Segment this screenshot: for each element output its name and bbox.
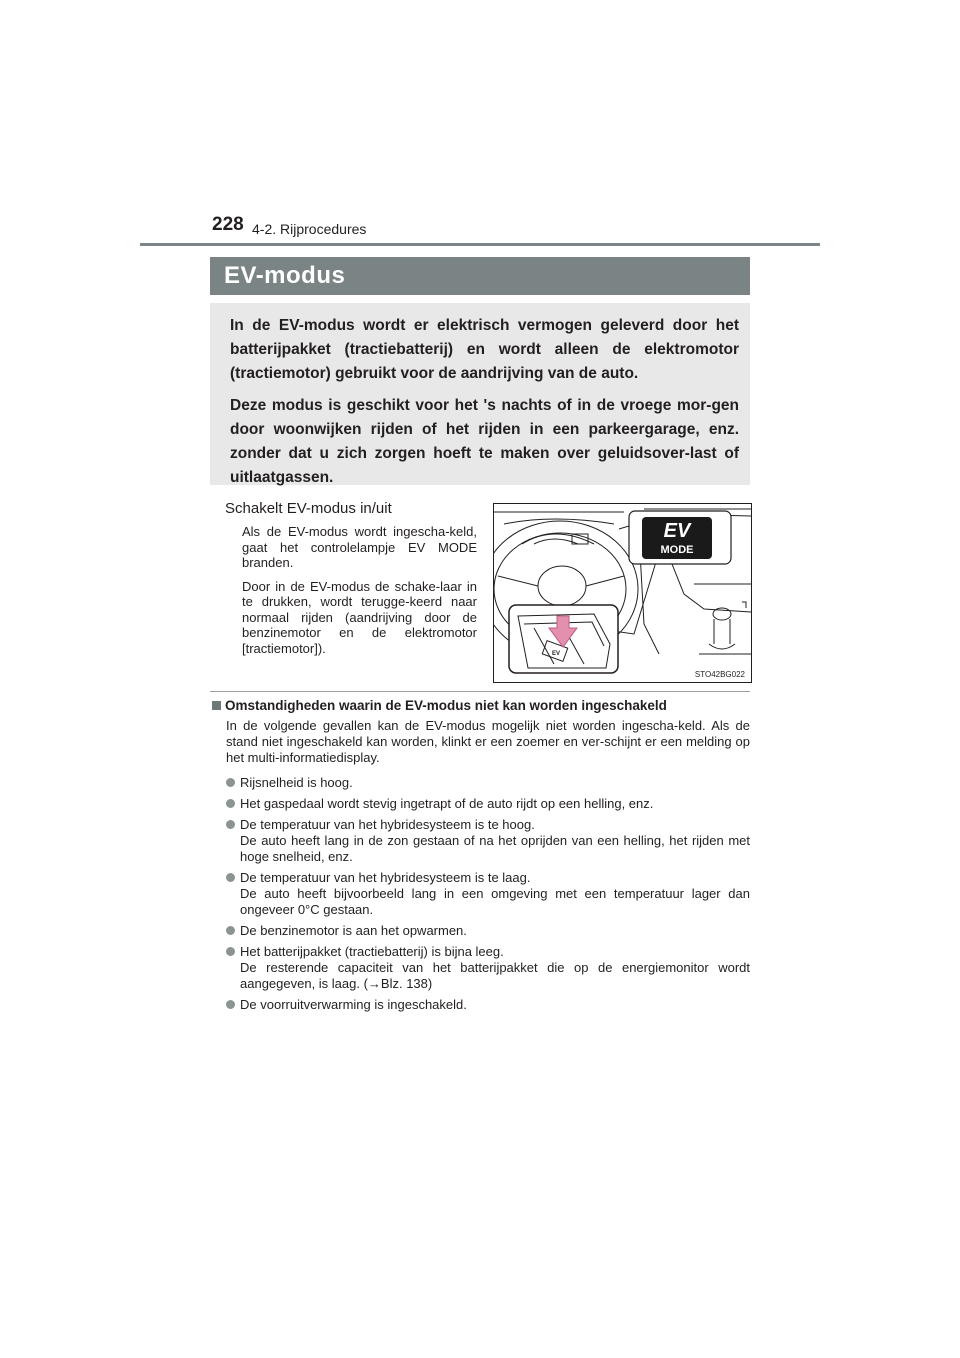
list-item-detail: De auto heeft bijvoorbeeld lang in een omgeving met een temperatuur lager dan ongeveer 0°C gestaan.: [240, 886, 750, 917]
list-item-detail: De auto heeft lang in de zon gestaan of na het oprijden van een helling, het rijden met hoge snelheid, enz.: [240, 833, 750, 864]
list-item: [226, 796, 750, 812]
figure-code: STO42BG022: [694, 670, 745, 679]
callout-paragraph: Door in de EV-modus de schake-laar in te drukken, wordt terugge-keerd naar normaal rijden (aandrijving door de benzinemotor en de elektromotor [tractiemotor]).: [242, 578, 477, 656]
switch-ev-label: EV: [552, 651, 561, 657]
square-bullet-icon: [212, 701, 221, 710]
list-item: [226, 817, 750, 865]
page-title: EV-modus: [224, 262, 346, 289]
list-item-text: De temperatuur van het hybridesysteem is te hoog.: [240, 817, 535, 832]
list-item-detail: De resterende capaciteit van het batterijpakket die op de energiemonitor wordt aangegeven, is laag. (→Blz. 138): [240, 960, 750, 991]
list-item: [226, 944, 750, 992]
header-rule: [140, 243, 820, 246]
badge-mode-text: MODE: [660, 544, 694, 556]
list-item-text: De temperatuur van het hybridesysteem is te laag.: [240, 870, 531, 885]
intro-box: [210, 303, 750, 485]
list-item-text: Rijsnelheid is hoog.: [240, 775, 353, 790]
badge-ev-text: EV: [663, 520, 691, 542]
page-number: 228: [212, 214, 244, 235]
circle-bullet-icon: [226, 1000, 235, 1009]
list-item: [226, 997, 750, 1013]
circle-bullet-icon: [226, 873, 235, 882]
circle-bullet-icon: [226, 820, 235, 829]
list-item-text: De voorruitverwarming is ingeschakeld.: [240, 997, 467, 1012]
subsection-intro: In de volgende gevallen kan de EV-modus mogelijk niet worden ingescha-keld. Als de stand niet ingeschakeld kan worden, klinkt er een zoemer en ver-schijnt er een melding op het multi-informatiedisplay.: [226, 718, 750, 765]
circle-bullet-icon: [226, 926, 235, 935]
title-bar: [210, 257, 750, 295]
circle-bullet-icon: [226, 947, 235, 956]
condition-list: [226, 775, 750, 1018]
list-item: [226, 870, 750, 918]
callout-paragraph: Als de EV-modus wordt ingescha-keld, gaat het controlelampje EV MODE branden.: [242, 524, 477, 570]
list-item-text: Het gaspedaal wordt stevig ingetrapt of de auto rijdt op een helling, enz.: [240, 796, 654, 811]
subsection-heading: [212, 698, 667, 713]
section-title: 4-2. Rijprocedures: [252, 221, 367, 237]
list-item-text: Het batterijpakket (tractiebatterij) is bijna leeg.: [240, 944, 504, 959]
subsection-heading-text: Omstandigheden waarin de EV-modus niet kan worden ingeschakeld: [225, 698, 667, 713]
intro-paragraph: In de EV-modus wordt er elektrisch vermogen geleverd door het batterijpakket (tractiebatterij) en wordt alleen de elektromotor (tractiemotor) gebruikt voor de aandrijving van de auto.: [230, 317, 739, 382]
list-item: [226, 923, 750, 939]
list-item-text: De benzinemotor is aan het opwarmen.: [240, 923, 467, 938]
dashboard-illustration: [493, 503, 752, 683]
circle-bullet-icon: [226, 778, 235, 787]
dashboard-drawing: [494, 504, 751, 682]
section-rule: [210, 691, 750, 692]
intro-paragraph: Deze modus is geschikt voor het 's nachts of in de vroege mor-gen door woonwijken rijden of het rijden in een parkeergarage, enz. zonder dat u zich zorgen hoeft te maken over geluidsover-last of uitlaatgassen.: [230, 397, 739, 486]
circle-bullet-icon: [226, 799, 235, 808]
list-item: [226, 775, 750, 791]
callout-heading: Schakelt EV-modus in/uit: [225, 500, 392, 517]
callout-body: [242, 524, 477, 664]
